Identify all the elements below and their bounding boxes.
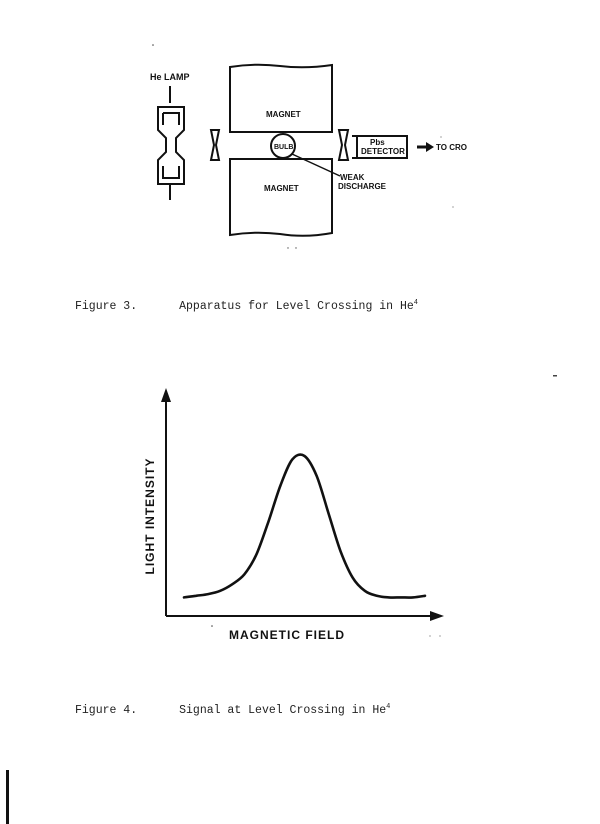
- series-line: [184, 455, 425, 598]
- scan-edge-mark: [6, 770, 9, 824]
- figure-3-superscript: 4: [413, 299, 418, 307]
- y-axis-arrow-icon: [161, 388, 171, 402]
- figure-4-superscript: 4: [386, 703, 391, 711]
- chart-axes: [161, 388, 444, 621]
- to-cro-label: TO CRO: [436, 143, 467, 152]
- figure-4-number: Figure 4.: [75, 703, 138, 717]
- detector-label-line2: DETECTOR: [361, 147, 405, 156]
- bulb-label: BULB: [274, 144, 294, 151]
- figure-3-number: Figure 3.: [75, 299, 138, 313]
- detector-label-line1: Pbs: [370, 138, 385, 147]
- figure-4-caption-text: Signal at Level Crossing in He: [179, 703, 387, 717]
- magnet-top-label: MAGNET: [266, 110, 301, 119]
- magnet-bottom-label: MAGNET: [264, 184, 299, 193]
- discharge-label: DISCHARGE: [338, 182, 387, 191]
- y-axis-title: LIGHT INTENSITY: [143, 457, 157, 575]
- figure-3-caption-text: Apparatus for Level Crossing in He: [179, 299, 414, 313]
- figure-4-caption: [75, 703, 390, 717]
- x-axis-arrow-icon: [430, 611, 444, 621]
- weak-label: WEAK: [340, 173, 365, 182]
- he-lamp-label: He LAMP: [150, 72, 190, 82]
- x-axis-title: MAGNETIC FIELD: [229, 628, 345, 642]
